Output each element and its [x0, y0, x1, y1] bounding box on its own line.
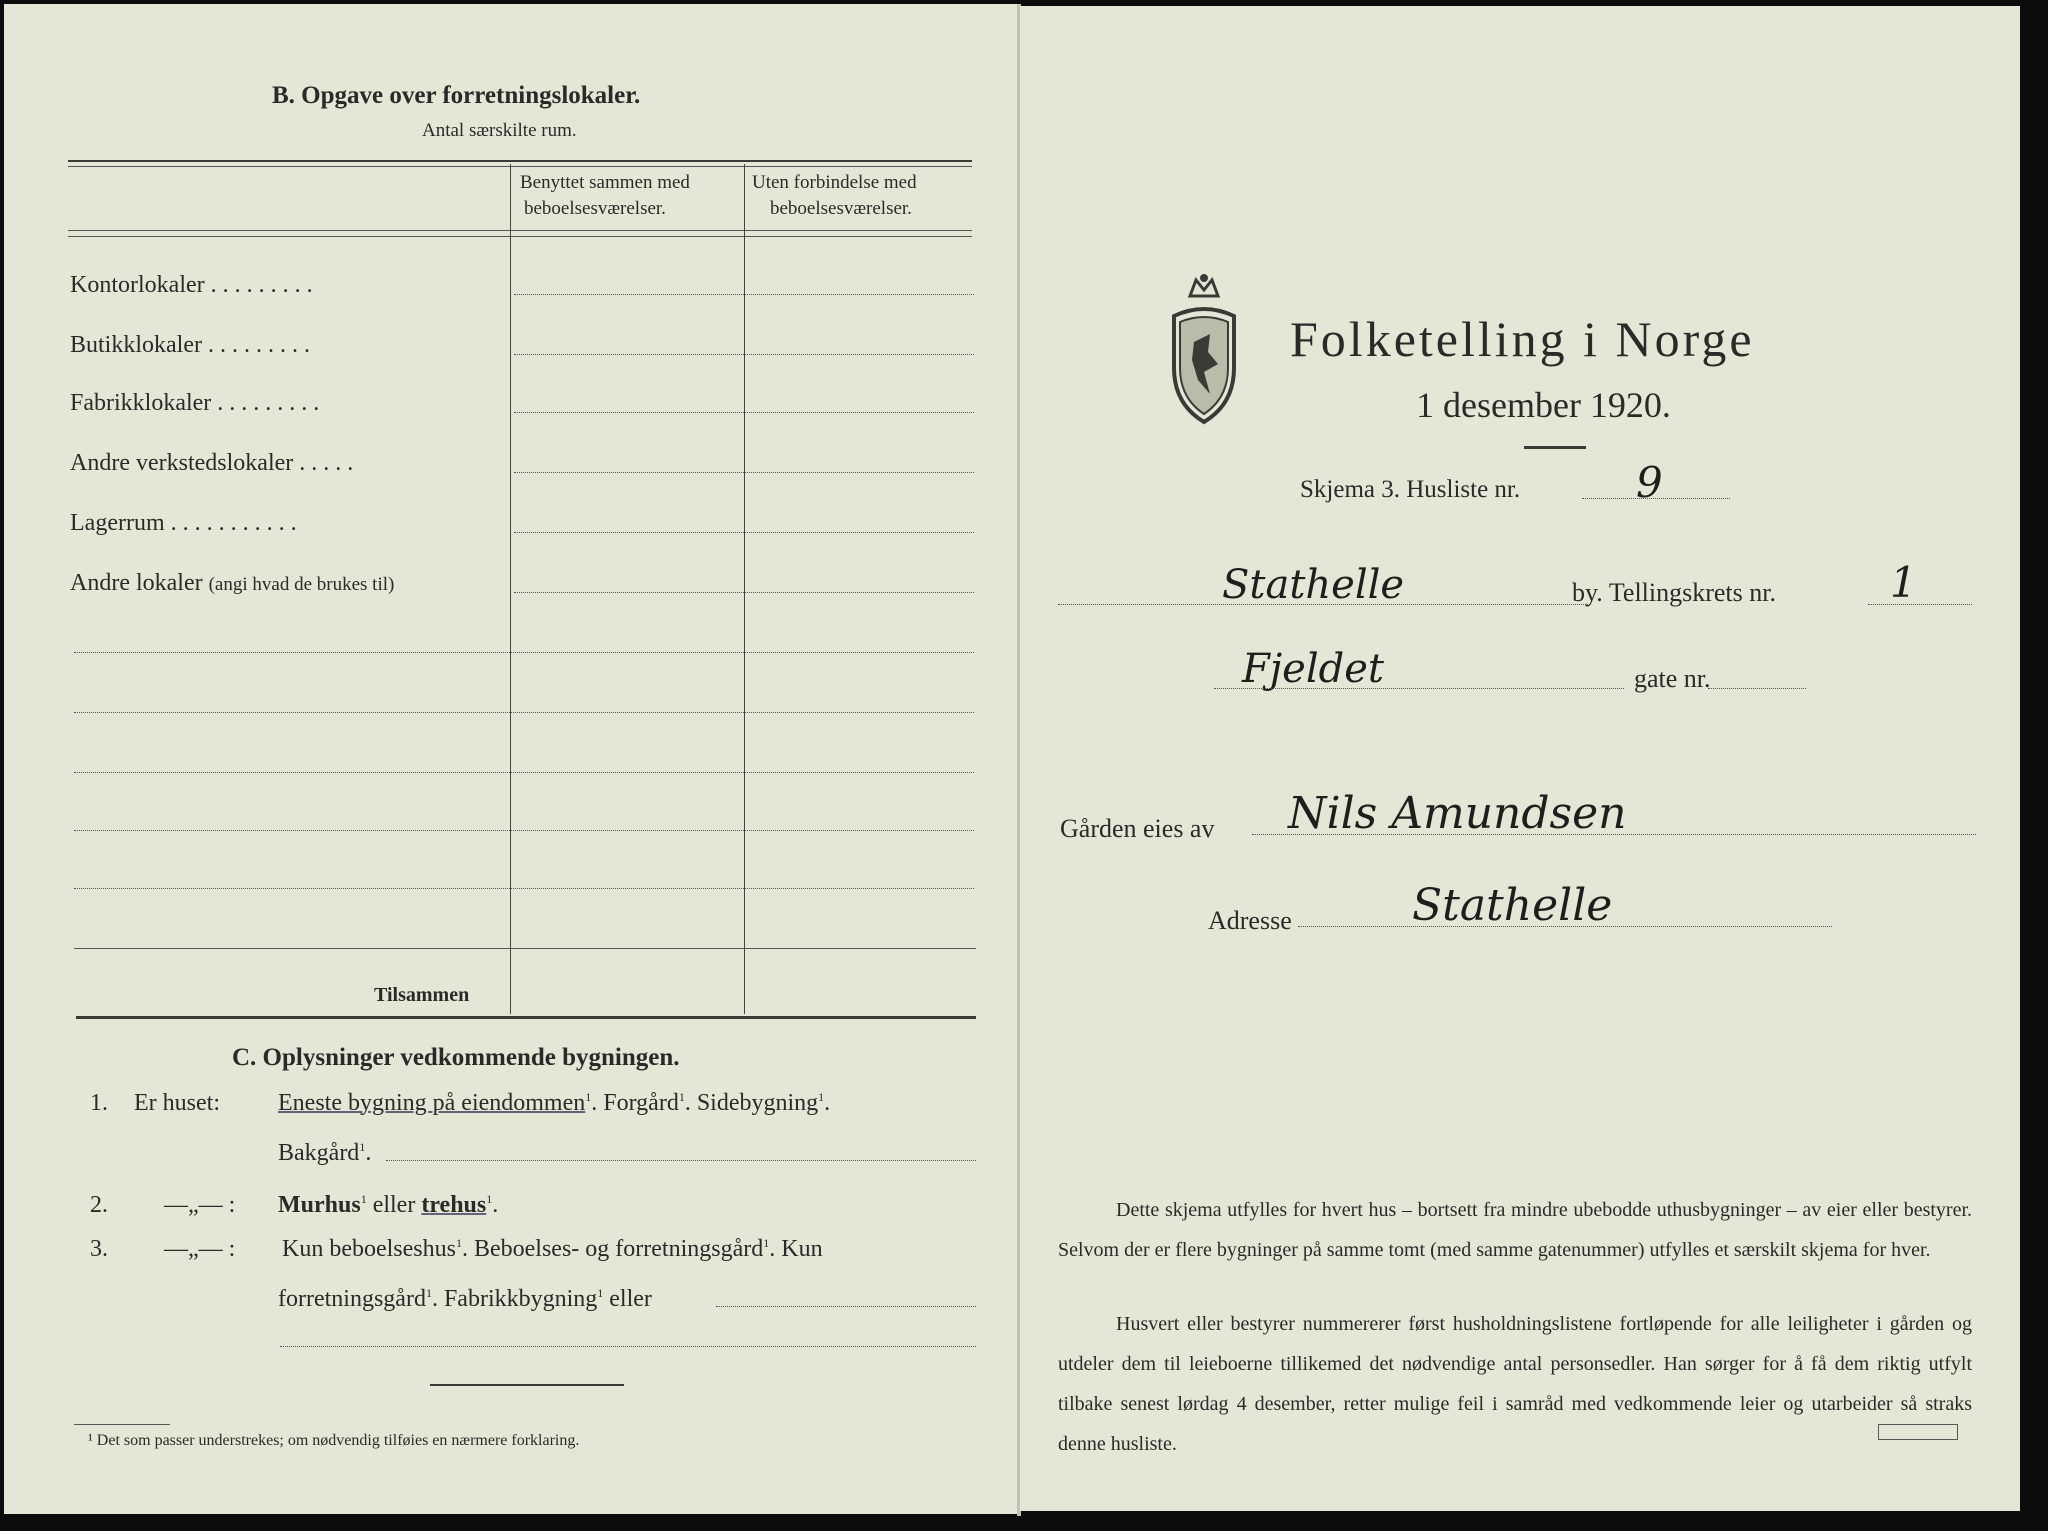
total-top-rule: [74, 948, 976, 949]
owner-line: [1252, 834, 1976, 835]
col-divider-2: [744, 164, 745, 1014]
col1-header-1: Benyttet sammen med: [520, 172, 690, 193]
q2-label: —„— :: [164, 1192, 236, 1218]
row-kontorlokaler: Kontorlokaler . . . . . . . . .: [70, 272, 313, 298]
row-line: [74, 830, 974, 831]
q1-opt-sidebygning: Sidebygning: [696, 1090, 819, 1116]
q3-extra-line: [280, 1346, 976, 1347]
form-date: 1 desember 1920.: [1416, 385, 1671, 425]
q1-num: 1.: [90, 1090, 108, 1116]
row-line: [514, 532, 974, 533]
footnote-rule: [74, 1424, 170, 1425]
gate-nr-line: [1708, 688, 1806, 689]
row-butikklokaler: Butikklokaler . . . . . . . . .: [70, 332, 310, 358]
krets-value: 1: [1890, 558, 1917, 607]
q3-line1: Kun beboelseshus$^1$. Beboelses- og forretningsgård$^1$. Kun: [282, 1236, 823, 1262]
address-label: Adresse: [1208, 906, 1292, 935]
address-line: [1298, 926, 1832, 927]
krets-line: [1868, 604, 1972, 605]
q3-line: [716, 1306, 976, 1307]
owner-value: Nils Amundsen: [1288, 788, 1627, 839]
footnote: ¹ Det som passer understrekes; om nødvendig tilføies en nærmere forklaring.: [88, 1432, 580, 1449]
table-top-rule: [68, 160, 972, 162]
owner-label: Gården eies av: [1060, 814, 1215, 843]
instructions-p2: Husvert eller bestyrer nummererer først husholdningslistene fortløpende for alle leiligheter i gården og utdeler dem til leieboerne tillikemed det nødvendige antal personsedler. Han sørger for å få dem riktig utfylt tilbake senest lørdag 4 desember, retter mulige feil i samråd med vedkommende leier og utarbeider så straks denne husliste.: [1058, 1313, 1972, 1455]
section-b-title: B. Opgave over forretningslokaler.: [272, 82, 641, 109]
total-label: Tilsammen: [374, 984, 470, 1006]
row-line: [74, 772, 974, 773]
col1-header-2: beboelsesværelser.: [524, 198, 666, 219]
q1-options: Eneste bygning på eiendommen$^1$. Forgård$^1$. Sidebygning$^1$.: [278, 1090, 831, 1116]
q2-options: Murhus$^1$ eller trehus$^1$.: [278, 1192, 499, 1218]
q2-num: 2.: [90, 1192, 108, 1218]
row-andre-lokaler: [70, 570, 394, 597]
form-title: Folketelling i Norge: [1290, 311, 1755, 367]
q2-opt-trehus: trehus: [421, 1192, 487, 1218]
row-fabrikklokaler: Fabrikklokaler . . . . . . . . .: [70, 390, 320, 416]
husliste-line: [1582, 498, 1730, 499]
row-line: [514, 294, 974, 295]
by-label: by. Tellingskrets nr.: [1572, 578, 1777, 607]
husliste-value: 9: [1636, 458, 1663, 507]
table-bottom-rule: [76, 1016, 976, 1019]
q3-label: —„— :: [164, 1236, 236, 1262]
q3-num: 3.: [90, 1236, 108, 1262]
short-rule: [430, 1384, 624, 1386]
title-rule: [1524, 446, 1586, 449]
gate-label: gate nr.: [1634, 664, 1711, 693]
q1-bakgard: Bakgård$^1$.: [278, 1140, 372, 1166]
col-divider-1: [510, 164, 511, 1014]
row-line: [514, 592, 974, 593]
row-line: [514, 412, 974, 413]
printer-stamp-icon: [1878, 1424, 1958, 1440]
coat-of-arms-icon: [1164, 272, 1244, 426]
header-rule-2: [68, 236, 972, 237]
instructions-p1: Dette skjema utfylles for hvert hus – bortsett fra mindre ubebodde uthusbygninger – av eier eller bestyrer. Selvom der er flere bygninger på samme tomt (med samme gatenummer) utfylles et særskilt skjema for hver.: [1058, 1199, 1972, 1261]
row-line: [74, 888, 974, 889]
row-line: [514, 472, 974, 473]
q1-opt-forgard: Forgård: [603, 1090, 679, 1116]
row-andre-verksted: Andre verkstedslokaler . . . . .: [70, 450, 354, 476]
street-line: [1214, 688, 1624, 689]
city-line: [1058, 604, 1590, 605]
row-line: [74, 652, 974, 653]
q1-opt-eneste: Eneste bygning på eiendommen: [278, 1090, 586, 1116]
row-lagerrum: Lagerrum . . . . . . . . . . .: [70, 510, 297, 536]
q3-line2: forretningsgård$^1$. Fabrikkbygning$^1$ eller: [278, 1286, 652, 1312]
section-b-subtitle: Antal særskilte rum.: [422, 120, 577, 141]
skjema-label: Skjema 3. Husliste nr.: [1300, 476, 1521, 503]
right-page: [1020, 6, 2020, 1511]
col2-header-1: Uten forbindelse med: [752, 172, 917, 193]
table-top-rule-2: [68, 166, 972, 167]
q1-label: Er huset:: [134, 1090, 220, 1116]
row-line: [514, 354, 974, 355]
row-andre-lokaler-label: Andre lokaler: [70, 570, 203, 596]
row-line: [74, 712, 974, 713]
address-value: Stathelle: [1412, 880, 1613, 931]
city-value: Stathelle: [1222, 562, 1405, 608]
section-c-title: C. Oplysninger vedkommende bygningen.: [232, 1044, 680, 1071]
q1-line: [386, 1160, 976, 1161]
header-rule: [68, 230, 972, 231]
street-value: Fjeldet: [1242, 646, 1384, 692]
row-andre-lokaler-note: (angi hvad de brukes til): [208, 574, 395, 595]
left-page: [4, 4, 1018, 1514]
col2-header-2: beboelsesværelser.: [770, 198, 912, 219]
